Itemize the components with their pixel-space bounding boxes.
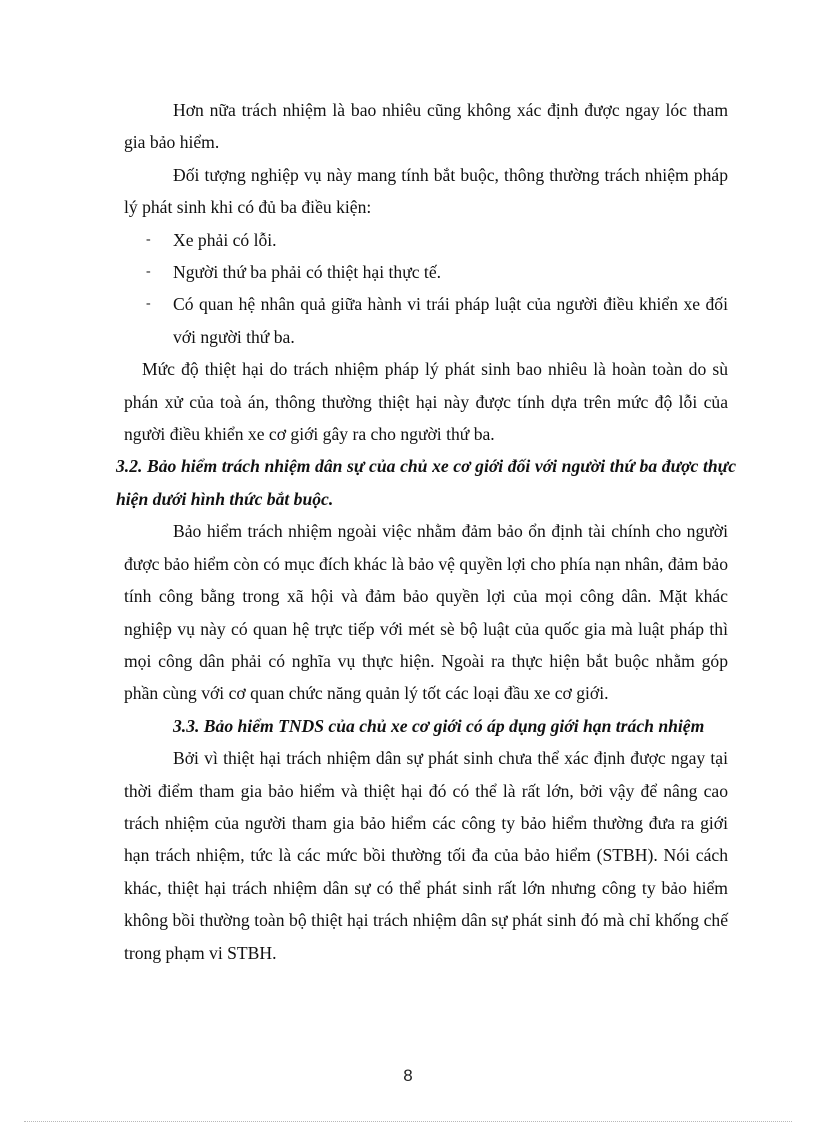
dash-bullet-icon: - (146, 296, 151, 312)
list-item-text: Xe phải có lỗi. (173, 229, 277, 250)
section-heading-3-2: 3.2. Bảo hiểm trách nhiệm dân sự của chủ xe cơ giới đối với người thứ ba được thực hiện dưới hình thức bắt buộc. (116, 456, 736, 509)
list-item (124, 288, 728, 353)
page-body (116, 94, 736, 969)
paragraph-damage-level: Mức độ thiệt hại do trách nhiệm pháp lý phát sinh bao nhiêu là hoàn toàn do sù phán xử của toà án, thông thường thiệt hại này được tính dựa trên mức độ lỗi của người điều khiển xe cơ giới gây ra cho người thứ ba. (124, 359, 728, 445)
paragraph-liability-uncertain: Hơn nữa trách nhiệm là bao nhiêu cũng không xác định được ngay lóc tham gia bảo hiểm. (124, 100, 728, 153)
page-number: 8 (403, 1066, 413, 1085)
footer-divider (24, 1121, 792, 1122)
list-item-text: Người thứ ba phải có thiệt hại thực tế. (173, 262, 442, 283)
paragraph-liability-insurance-purpose: Bảo hiểm trách nhiệm ngoài việc nhằm đảm bảo ổn định tài chính cho người được bảo hiểm còn có mục đích khác là bảo vệ quyền lợi cho phía nạn nhân, đảm bảo tính công bằng trong xã hội và đảm bảo quyền lợi của mọi công dân. Mặt khác nghiệp vụ này có quan hệ trực tiếp với mét sè bộ luật của quốc gia mà luật pháp thì mọi công dân phải có nghĩa vụ thực hiện. Ngoài ra thực hiện bắt buộc nhằm góp phần cùng với cơ quan chức năng quản lý tốt các loại đầu xe cơ giới. (124, 521, 728, 704)
conditions-list (124, 224, 728, 354)
list-item-text: Có quan hệ nhân quả giữa hành vi trái pháp luật của người điều khiển xe đối với người thứ ba. (173, 294, 728, 347)
paragraph-liability-limit: Bởi vì thiệt hại trách nhiệm dân sự phát sinh chưa thể xác định được ngay tại thời điểm tham gia bảo hiểm và thiệt hại đó có thể là rất lớn, bởi vậy để nâng cao trách nhiệm của người tham gia bảo hiểm các công ty bảo hiểm thường đưa ra giới hạn trách nhiệm, tức là các mức bồi thường tối đa của bảo hiểm (STBH). Nói cách khác, thiệt hại trách nhiệm dân sự có thể phát sinh rất lớn nhưng công ty bảo hiểm không bồi thường toàn bộ thiệt hại trách nhiệm dân sự phát sinh đó mà chỉ khống chế trong phạm vi STBH. (124, 748, 728, 963)
paragraph-compulsory-conditions: Đối tượng nghiệp vụ này mang tính bắt buộc, thông thường trách nhiệm pháp lý phát sinh khi có đủ ba điều kiện: (124, 164, 728, 218)
list-item (124, 256, 728, 288)
section-heading-3-3: 3.3. Bảo hiểm TNDS của chủ xe cơ giới có áp dụng giới hạn trách nhiệm (173, 715, 705, 736)
dash-bullet-icon: - (146, 231, 151, 247)
dash-bullet-icon: - (146, 264, 151, 280)
list-item (124, 224, 728, 256)
